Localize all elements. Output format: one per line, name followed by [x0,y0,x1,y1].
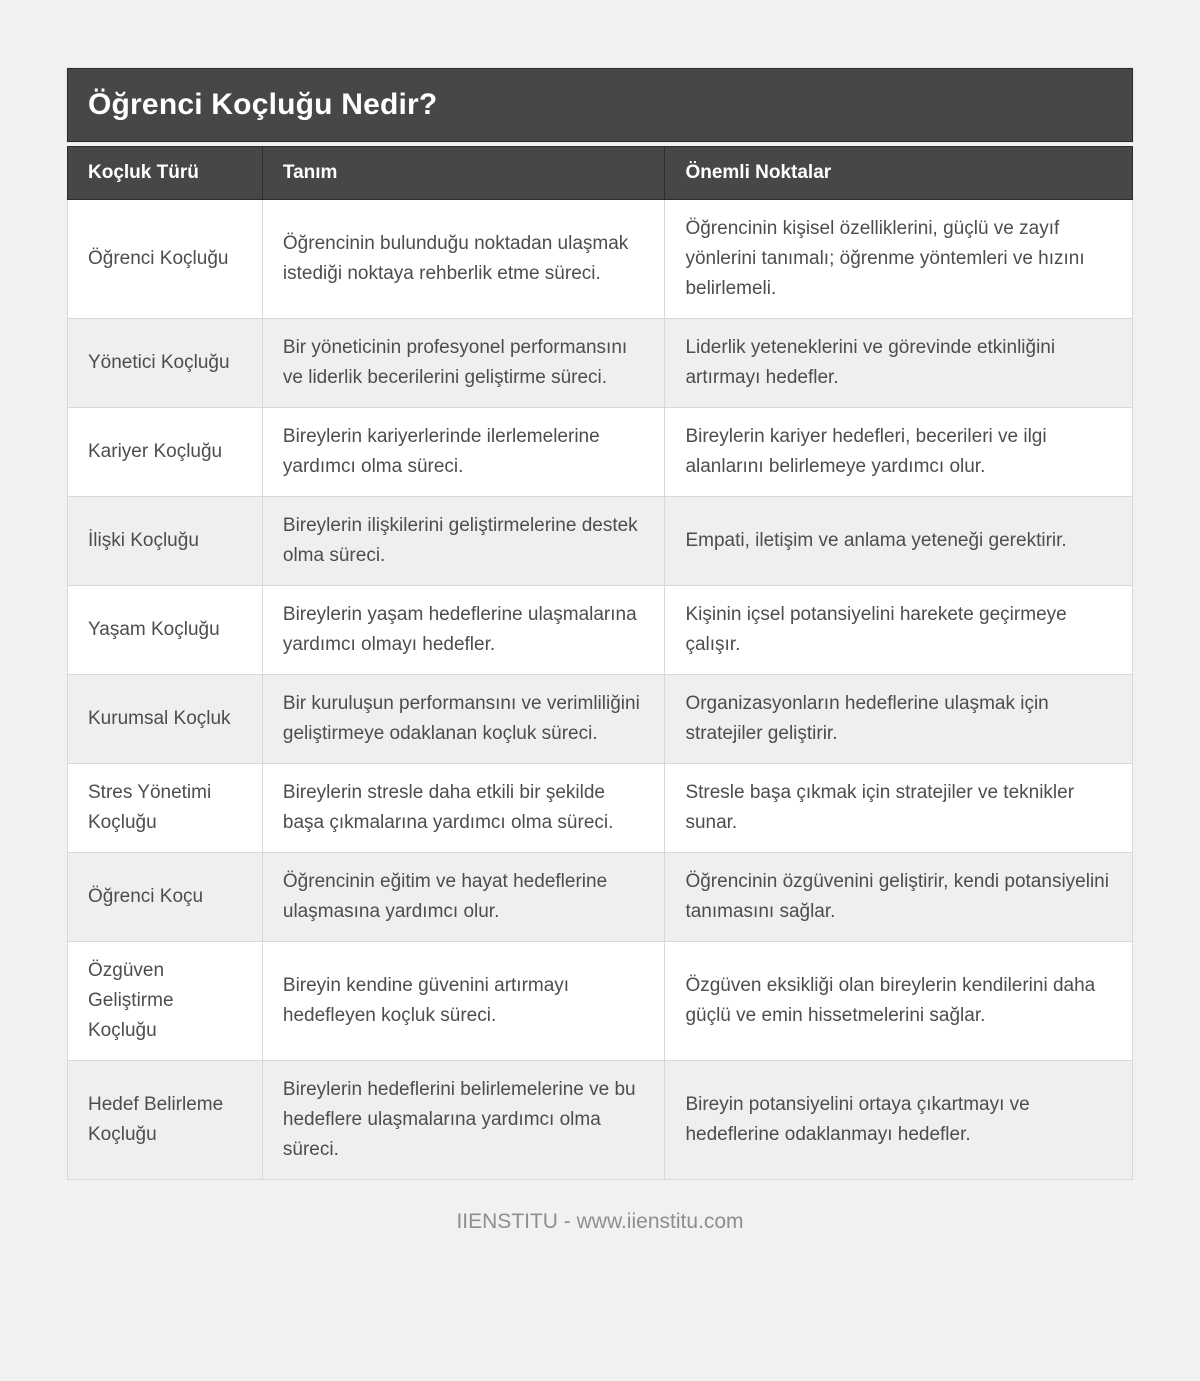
definition-cell: Bir yöneticinin profesyonel performansını ve liderlik becerilerini geliştirme süreci. [262,319,665,408]
column-header-type: Koçluk Türü [68,147,263,200]
definition-cell: Bireyin kendine güvenini artırmayı hedefleyen koçluk süreci. [262,942,665,1061]
notes-cell: Bireyin potansiyelini ortaya çıkartmayı ve hedeflerine odaklanmayı hedefler. [665,1061,1133,1180]
coaching-types-table [67,146,1133,1180]
column-header-definition: Tanım [262,147,665,200]
notes-cell: Öğrencinin özgüvenini geliştirir, kendi potansiyelini tanımasını sağlar. [665,853,1133,942]
header-row [68,147,1133,200]
coaching-table-card [67,68,1133,1234]
coaching-type-cell: Öğrenci Koçluğu [68,200,263,319]
definition-cell: Bireylerin ilişkilerini geliştirmelerine destek olma süreci. [262,497,665,586]
page-title: Öğrenci Koçluğu Nedir? [88,88,438,121]
table-row [68,942,1133,1061]
table-row [68,675,1133,764]
coaching-type-cell: Kurumsal Koçluk [68,675,263,764]
definition-cell: Bireylerin stresle daha etkili bir şekilde başa çıkmalarına yardımcı olma süreci. [262,764,665,853]
coaching-type-cell: Özgüven Geliştirme Koçluğu [68,942,263,1061]
table-row [68,853,1133,942]
coaching-type-cell: Hedef Belirleme Koçluğu [68,1061,263,1180]
column-header-notes: Önemli Noktalar [665,147,1133,200]
notes-cell: Organizasyonların hedeflerine ulaşmak için stratejiler geliştirir. [665,675,1133,764]
coaching-type-cell: İlişki Koçluğu [68,497,263,586]
title-bar [67,68,1133,142]
definition-cell: Bireylerin hedeflerini belirlemelerine ve bu hedeflere ulaşmalarına yardımcı olma süreci. [262,1061,665,1180]
coaching-type-cell: Stres Yönetimi Koçluğu [68,764,263,853]
definition-cell: Bir kuruluşun performansını ve verimliliğini geliştirmeye odaklanan koçluk süreci. [262,675,665,764]
coaching-type-cell: Öğrenci Koçu [68,853,263,942]
coaching-type-cell: Kariyer Koçluğu [68,408,263,497]
coaching-type-cell: Yaşam Koçluğu [68,586,263,675]
definition-cell: Bireylerin kariyerlerinde ilerlemelerine yardımcı olma süreci. [262,408,665,497]
table-row [68,586,1133,675]
notes-cell: Stresle başa çıkmak için stratejiler ve teknikler sunar. [665,764,1133,853]
table-row [68,408,1133,497]
table-header [68,147,1133,200]
table-row [68,200,1133,319]
notes-cell: Bireylerin kariyer hedefleri, becerileri ve ilgi alanlarını belirlemeye yardımcı olur. [665,408,1133,497]
coaching-type-cell: Yönetici Koçluğu [68,319,263,408]
notes-cell: Liderlik yeteneklerini ve görevinde etkinliğini artırmayı hedefler. [665,319,1133,408]
definition-cell: Bireylerin yaşam hedeflerine ulaşmalarına yardımcı olmayı hedefler. [262,586,665,675]
notes-cell: Öğrencinin kişisel özelliklerini, güçlü ve zayıf yönlerini tanımalı; öğrenme yöntemleri ve hızını belirlemeli. [665,200,1133,319]
definition-cell: Öğrencinin bulunduğu noktadan ulaşmak istediği noktaya rehberlik etme süreci. [262,200,665,319]
site-attribution: IIENSTITU - www.iienstitu.com [456,1210,744,1233]
notes-cell: Özgüven eksikliği olan bireylerin kendilerini daha güçlü ve emin hissetmelerini sağlar. [665,942,1133,1061]
notes-cell: Empati, iletişim ve anlama yeteneği gerektirir. [665,497,1133,586]
definition-cell: Öğrencinin eğitim ve hayat hedeflerine ulaşmasına yardımcı olur. [262,853,665,942]
notes-cell: Kişinin içsel potansiyelini harekete geçirmeye çalışır. [665,586,1133,675]
table-row [68,764,1133,853]
table-row [68,497,1133,586]
table-row [68,319,1133,408]
table-row [68,1061,1133,1180]
table-body [68,200,1133,1180]
